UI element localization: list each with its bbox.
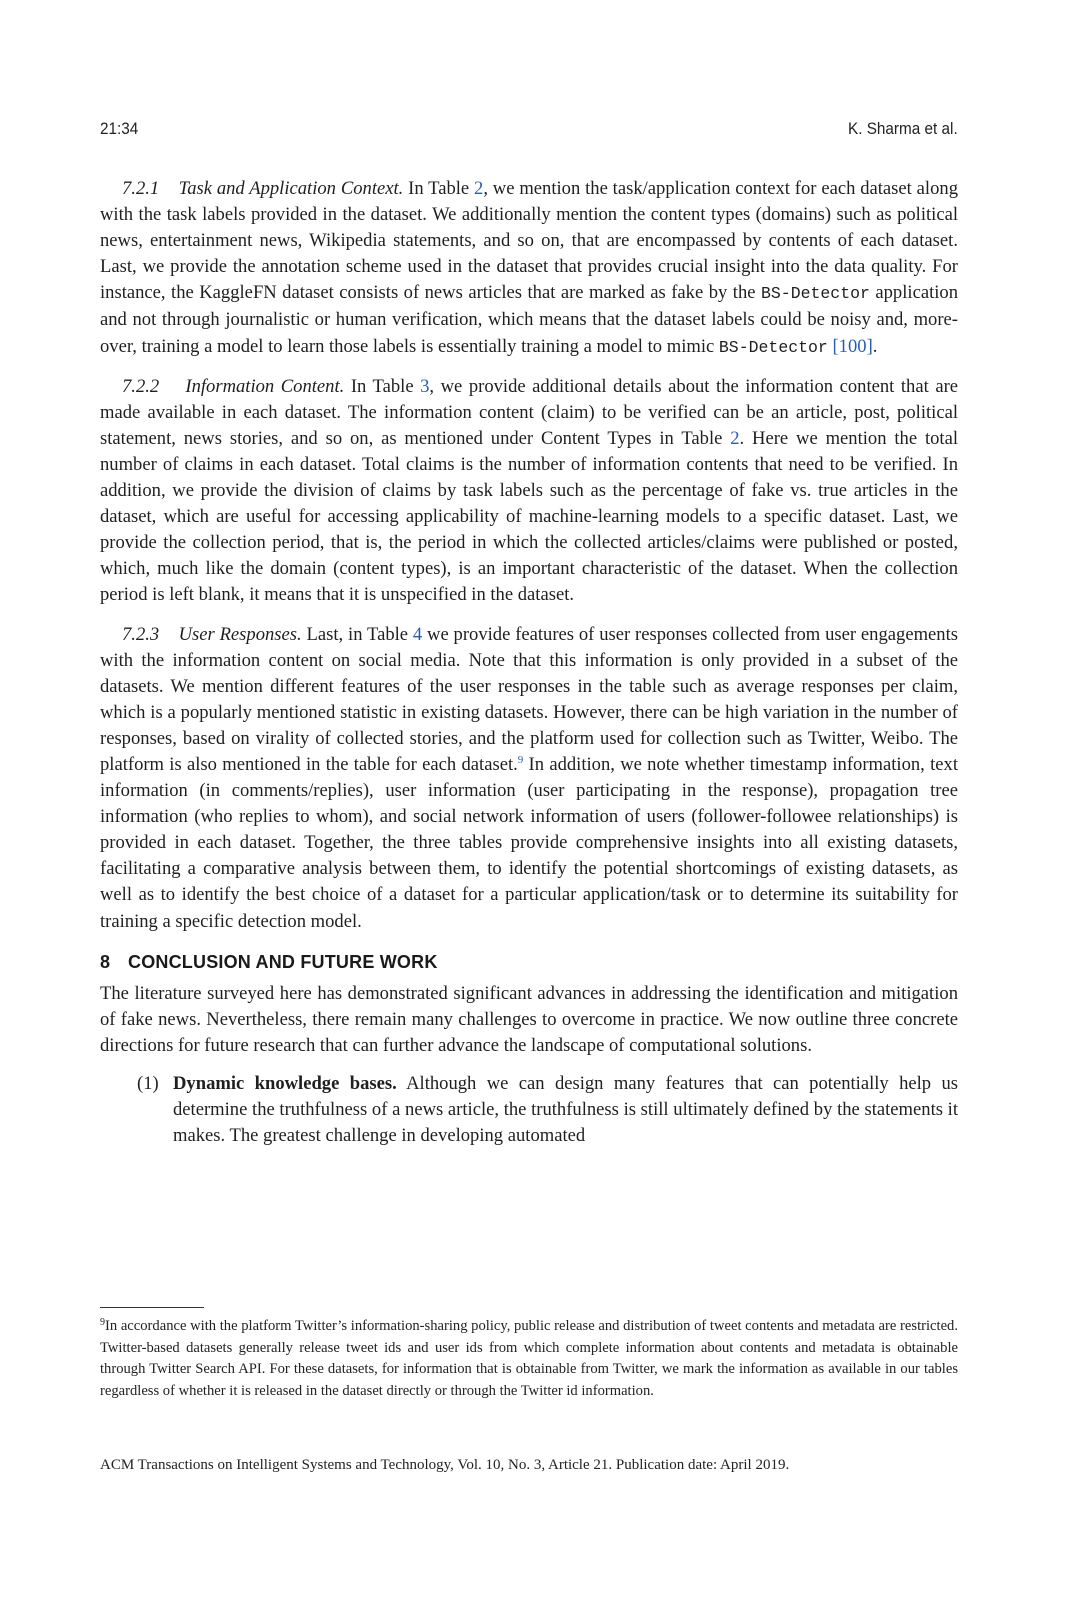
table-ref-link[interactable]: 2 [730,427,740,449]
running-foot: ACM Transactions on Intelligent Systems and Technology, Vol. 10, No. 3, Article 21. Publication date: April 2019. [100,1457,790,1473]
table-ref-link[interactable]: 4 [412,623,423,645]
footnote-number: 9 [100,1317,105,1328]
body-text [100,176,958,1149]
footnote-text: In accordance with the platform Twitter’s information-sharing policy, public release and distribution of tweet contents and metadata are restricted. Twitter-based datasets generally release tweet ids and user ids from which complete information about contents and metadata is obtainable through Twitter Search API. For these datasets, for information that is obtainable from Twitter, we mark the information as available in our tables regardless of whether it is released in the dataset directly or through the Twitter id information. [100,1318,958,1400]
footnote-marker-link[interactable]: 9 [517,753,524,766]
page-number: 21:34 [100,119,139,138]
list-item-title: Dynamic knowledge bases. [173,1073,397,1094]
section-number: 8 [100,951,111,972]
table-ref-link[interactable]: 3 [420,375,430,397]
section-title: CONCLUSION AND FUTURE WORK [128,951,438,972]
paragraph-7-2-1: 7.2.1 Task and Application Context. In Table 2, we mention the task/application context for each dataset along with the task labels provided in the dataset. We additionally mention the content types (domains) such as political news, entertainment news, Wikipedia statements, and so on, that are encompassed by contents of each dataset. Last, we provide the annotation scheme used in the dataset that provides crucial insight into the data quality. For instance, the KaggleFN dataset consists of news articles that are marked as fake by the BS-Detector application and not through journalistic or human verification, which means that the dataset labels could be noisy and, moreover, training a model to learn those labels is essentially training a model to mimic BS-Detector [100]. [100,178,958,357]
future-work-list [100,1071,958,1149]
subsection-title: Information Content. [185,375,345,397]
footnote [100,1316,958,1403]
paragraph-7-2-3: 7.2.3 User Responses. Last, in Table 4 we provide features of user responses collected from user engagements with the information content on social media. Note that this information is only provided in a subset of the datasets. We mention different features of the user responses in the table such as average responses per claim, which is a popularly mentioned statistic in existing datasets. However, there can be high variation in the number of responses, based on virality of collected stories, and the platform used for collection such as Twitter, Weibo. The platform is also mentioned in the table for each dataset.$^9$ In addition, we note whether timestamp information, text information (in comments/replies), user information (user participating in the response), propagation tree information (who replies to whom), and social network information of users (follower-followee relationships) is provided in each dataset. Together, the three tables provide comprehensive insights into all existing datasets, facilitating a comparative analysis between them, to identify the potential shortcomings of existing datasets, as well as to identify the best choice of a dataset for a particular application/task or to determine its suitability for training a specific detection model. [100,623,958,932]
paragraph-conclusion-intro: The literature surveyed here has demonstrated significant advances in addressing the identification and mitigation of fake news. Nevertheless, there remain many challenges to overcome in practice. We now outline three concrete directions for future research that can further advance the landscape of computational solutions. [100,982,958,1056]
subsection-number: 7.2.3 [122,623,160,645]
list-item [137,1071,958,1149]
code-bs-detector: BS-Detector [760,284,870,304]
code-bs-detector: BS-Detector [718,337,828,357]
subsection-number: 7.2.1 [122,178,160,199]
running-head [100,119,958,139]
citation-link[interactable]: [100] [832,335,873,357]
footnote-divider [100,1307,204,1308]
subsection-number: 7.2.2 [122,375,160,397]
subsection-title: Task and Application Context. [178,178,404,199]
section-heading [100,949,958,975]
running-head-authors: K. Sharma et al. [847,119,958,138]
table-ref-link[interactable]: 2 [474,178,484,199]
paragraph-7-2-2: 7.2.2 Information Content. In Table 3, we provide additional details about the information content that are made available in each dataset. The information content (claim) to be verified can be an article, post, political statement, news stories, and so on, as mentioned under Content Types in Table 2. Here we mention the total number of claims in each dataset. Total claims is the number of information contents that need to be verified. In addition, we provide the division of claims by task labels such as the percentage of fake vs. true articles in the dataset, which are useful for accessing applicability of machine-learning models to a specific dataset. Last, we provide the collection period, that is, the period in which the collected articles/claims were published or posted, which, much like the domain (content types), is an important characteristic of the dataset. When the collection period is left blank, it means that it is unspecified in the dataset. [100,375,959,606]
list-marker: (1) [137,1073,159,1094]
list-item-text: Although we can design many features that can potentially help us determine the truthfulness of a news article, the truthfulness is still ultimately defined by the statements it makes. The greatest challenge in developing automated [173,1073,958,1147]
subsection-title: User Responses. [178,623,302,645]
